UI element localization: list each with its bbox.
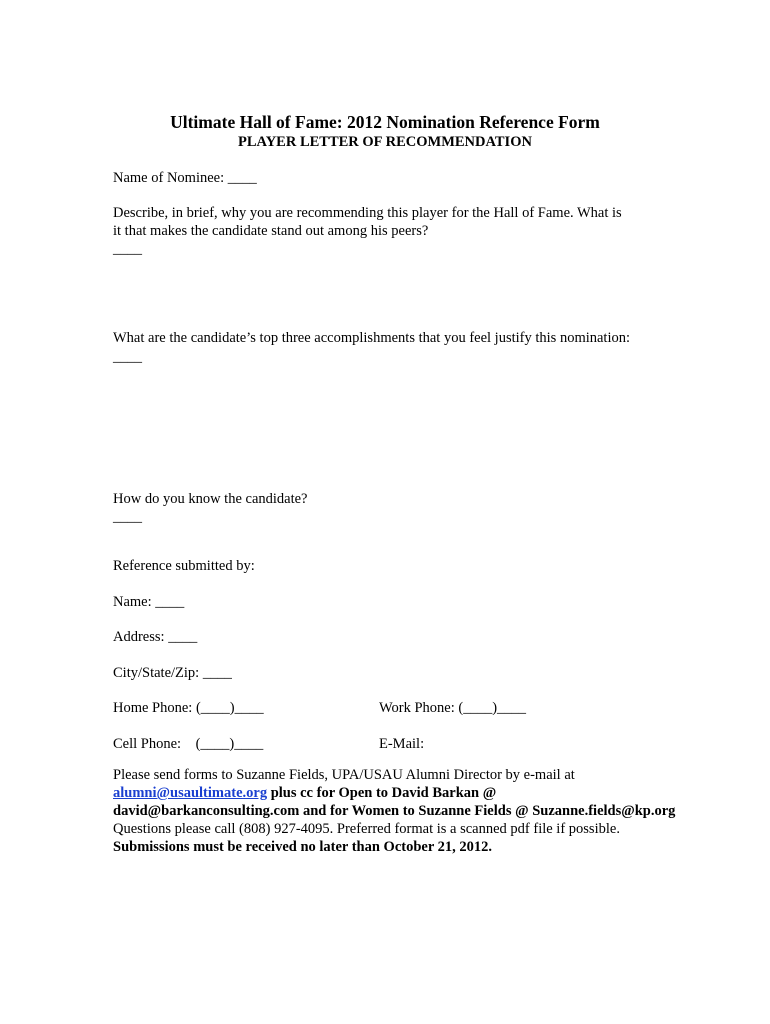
nominee-field[interactable]: ____ bbox=[227, 170, 257, 186]
form-title: Ultimate Hall of Fame: 2012 Nomination Reference Form bbox=[170, 112, 600, 132]
city-row bbox=[113, 664, 232, 682]
work-phone-field[interactable]: Work Phone: (____)____ bbox=[379, 700, 527, 716]
name-field[interactable]: ____ bbox=[155, 594, 185, 610]
reference-heading: Reference submitted by: bbox=[113, 558, 255, 574]
address-row bbox=[113, 628, 197, 646]
instructions-line3: david@barkanconsulting.com and for Women to Suzanne Fields @ Suzanne.fields@kp.org bbox=[113, 803, 676, 819]
name-label: Name: bbox=[113, 594, 152, 610]
nominee-label: Name of Nominee: bbox=[113, 170, 225, 186]
name-row bbox=[113, 593, 184, 611]
home-phone-field[interactable]: Home Phone: (____)____ bbox=[113, 700, 264, 716]
nominee-row bbox=[113, 169, 257, 187]
address-label: Address: bbox=[113, 629, 165, 645]
city-label: City/State/Zip: bbox=[113, 665, 200, 681]
city-field[interactable]: ____ bbox=[202, 665, 232, 681]
know-candidate-answer-field[interactable]: ____ bbox=[113, 509, 142, 525]
alumni-email-link[interactable]: alumni@usaultimate.org bbox=[113, 785, 268, 801]
know-candidate-question: How do you know the candidate? bbox=[113, 491, 308, 507]
describe-question-line2: it that makes the candidate stand out among his peers? bbox=[113, 223, 429, 239]
describe-answer-field[interactable]: ____ bbox=[113, 241, 142, 257]
cell-phone-field[interactable]: Cell Phone: (____)____ bbox=[113, 736, 264, 752]
instructions-line2-text: plus cc for Open to David Barkan @ bbox=[267, 785, 497, 801]
form-subtitle: PLAYER LETTER OF RECOMMENDATION bbox=[238, 134, 532, 150]
address-field[interactable]: ____ bbox=[168, 629, 198, 645]
instructions-line2 bbox=[113, 784, 496, 802]
accomplishments-question: What are the candidate’s top three accomplishments that you feel justify this nomination: bbox=[113, 330, 631, 346]
instructions-line4: Questions please call (808) 927-4095. Preferred format is a scanned pdf file if possible. bbox=[113, 821, 620, 837]
describe-question-line1: Describe, in brief, why you are recommending this player for the Hall of Fame. What is bbox=[113, 205, 622, 221]
email-field[interactable]: E-Mail: bbox=[379, 736, 425, 752]
deadline-text: Submissions must be received no later than October 21, 2012. bbox=[113, 839, 493, 855]
accomplishments-answer-field[interactable]: ____ bbox=[113, 349, 142, 365]
instructions-line1: Please send forms to Suzanne Fields, UPA/USAU Alumni Director by e-mail at bbox=[113, 767, 575, 783]
